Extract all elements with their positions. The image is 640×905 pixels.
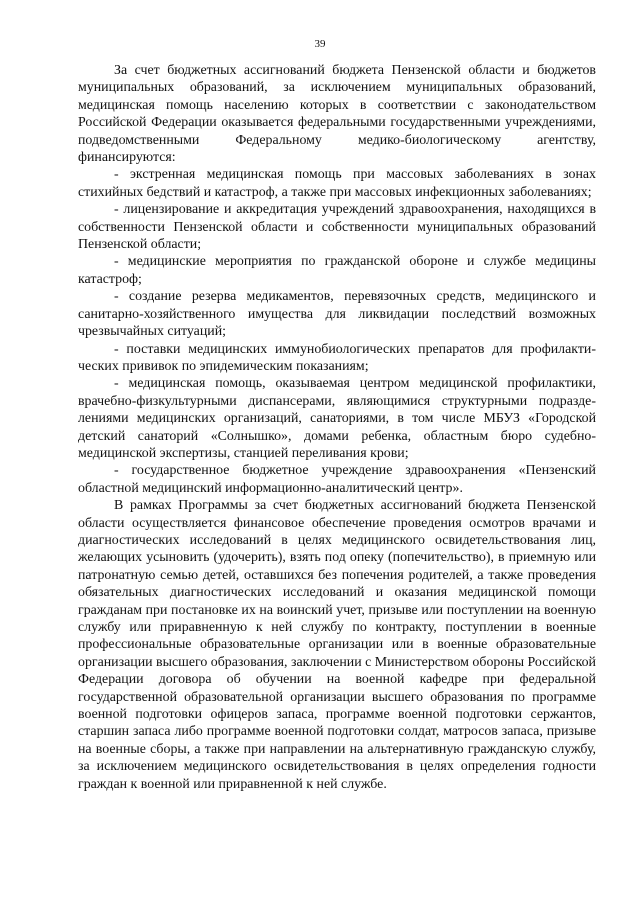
document-body (78, 62, 596, 793)
list-item-licensing: - лицензирование и аккредитация учреждений здравоохранения, находящихся в собственности Пензенской области и собственности муниципальных образований Пензенской области; (78, 202, 596, 253)
paragraph-funding-intro: За счет бюджетных ассигнований бюджета Пензенской области и бюджетов муниципальных образований, за исключением муниципальных образований, медицинская помощь населению которых в соответствии с законодательством Российской Федерации оказывается федеральными государственными учреждениями, подведомственными Федеральному медико-биологическому агентству, финансируются: (78, 63, 596, 166)
list-item-emergency-care: - экстренная медицинская помощь при массовых заболеваниях в зонах стихийных бедствий и катастроф, а также при массовых инфекционных заболеваниях; (78, 167, 596, 200)
list-item-reserves: - создание резерва медикаментов, перевязочных средств, медицинского и санитарно-хозяйственного имущества для ликвидации последствий возможных чрезвычайных ситуаций; (78, 289, 596, 340)
list-item-civil-defense: - медицинские мероприятия по гражданской обороне и службе медицины катастроф; (78, 254, 596, 287)
page-number: 39 (314, 38, 326, 50)
list-item-analytics-center: - государственное бюджетное учреждение здравоохранения «Пензенский областной медицинский информационно-аналитический центр». (78, 463, 596, 496)
list-item-prevention-centers: - медицинская помощь, оказываемая центром медицинской профилактики, врачебно-физкультурными диспансерами, являющимися структурными подразделениями медицинских организаций, санаториями, в том числе МБУЗ «Городской детский санаторий «Солнышко», домами ребенка, областным бюро судебно-медицинской экспертизы, станцией переливания крови; (78, 376, 596, 461)
paragraph-program-financing: В рамках Программы за счет бюджетных ассигнований бюджета Пензенской области осуществляется финансовое обеспечение проведения осмотров врачами и диагностических исследований в целях медицинского освидетельствования лиц, желающих усыновить (удочерить), взять под опеку (попечительство), в приемную или патронатную семью детей, оставшихся без попечения родителей, а также проведения обязательных диагностических исследований и оказания медицинской помощи гражданам при постановке их на воинский учет, призыве или поступлении на военную службу или приравненную к ней службу по контракту, поступлении в военные профессиональные образовательные организации или в военные образовательные организации высшего образования, заключении с Министерством обороны Российской Федерации договора об обучении на военной кафедре при федеральной государственной образовательной организации высшего образования по программе военной подготовки офицеров запаса, программе военной подготовки сержантов, старшин запаса либо программе военной подготовки солдат, матросов запаса, призыве на военные сборы, а также при направлении на альтернативную гражданскую службу, за исключением медицинского освидетельствования в целях определения годности граждан к военной или приравненной к ней службе. (78, 498, 596, 792)
list-item-vaccines: - поставки медицинских иммунобиологических препаратов для профилактических прививок по эпидемическим показаниям; (78, 341, 596, 374)
